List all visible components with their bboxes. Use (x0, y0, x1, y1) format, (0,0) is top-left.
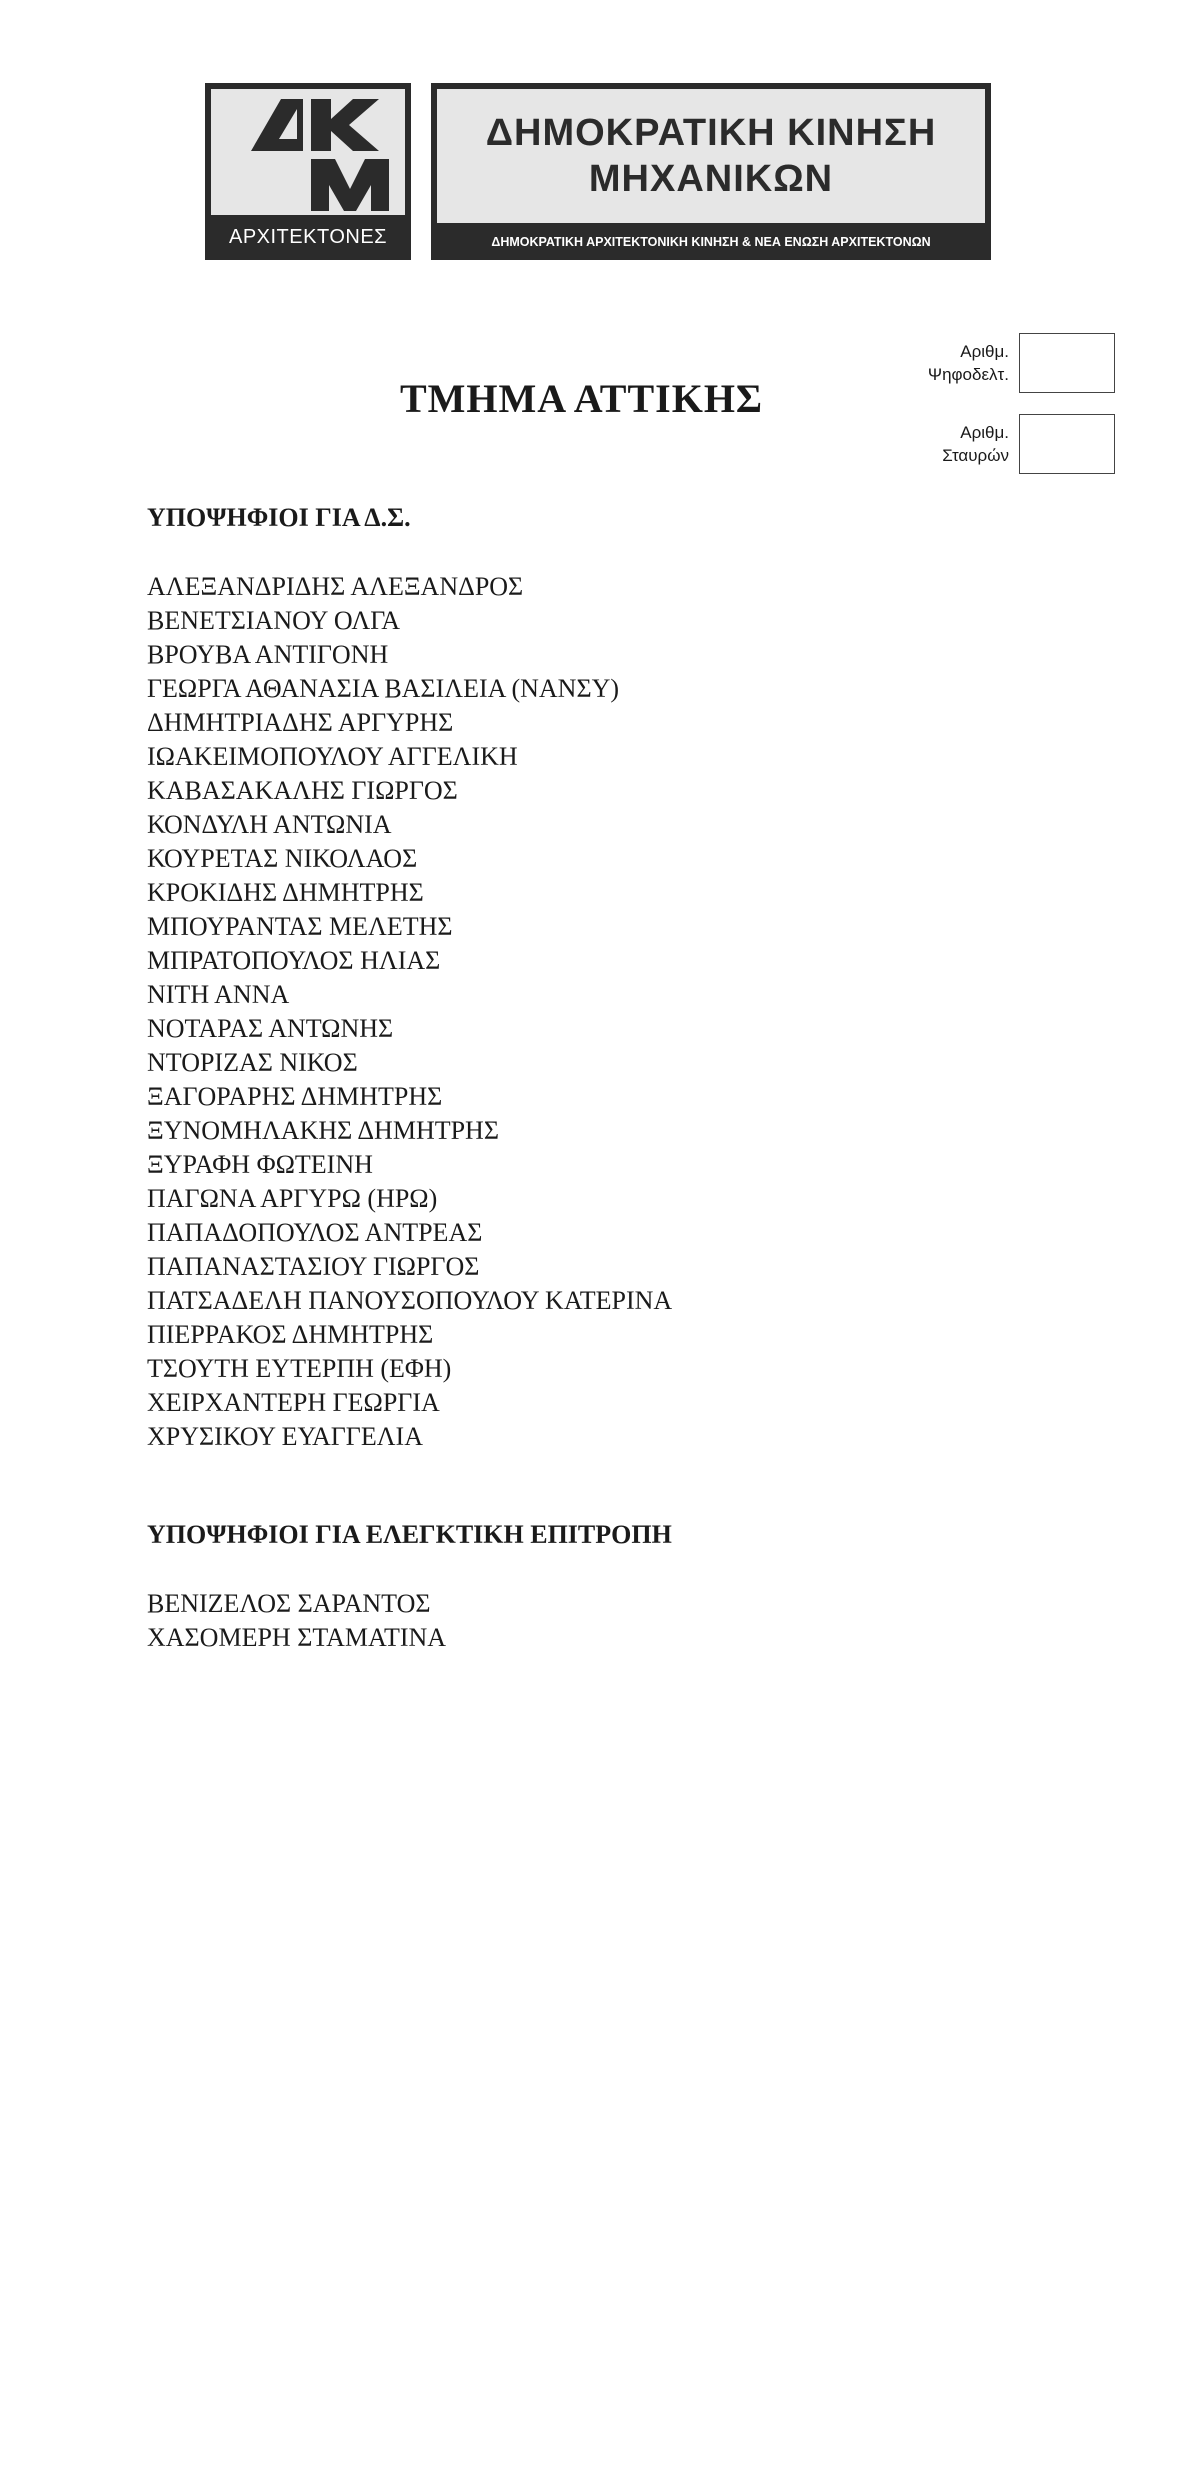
cross-count-label-line2: Σταυρών (942, 446, 1009, 465)
ballot-count-label-line1: Αριθμ. (960, 342, 1009, 361)
candidate-name: ΞΥΝΟΜΗΛΑΚΗΣ ΔΗΜΗΤΡΗΣ (147, 1116, 499, 1145)
candidate-name: ΧΡΥΣΙΚΟΥ ΕΥΑΓΓΕΛΙΑ (147, 1422, 423, 1451)
candidate-name: ΒΕΝΙΖΕΛΟΣ ΣΑΡΑΝΤΟΣ (147, 1589, 431, 1618)
candidate-name: ΞΥΡΑΦΗ ΦΩΤΕΙΝΗ (147, 1150, 373, 1179)
dkm-monogram-icon (211, 89, 405, 215)
candidate-name: ΔΗΜΗΤΡΙΑΔΗΣ ΑΡΓΥΡΗΣ (147, 708, 454, 737)
logo-name-line1: ΔΗΜΟΚΡΑΤΙΚΗ ΚΙΝΗΣΗ (485, 112, 937, 154)
candidate-name: ΝΤΟΡΙΖΑΣ ΝΙΚΟΣ (147, 1048, 358, 1077)
candidate-name: ΠΑΠΑΔΟΠΟΥΛΟΣ ΑΝΤΡΕΑΣ (147, 1218, 483, 1247)
logo-name-line2: ΜΗΧΑΝΙΚΩΝ (588, 158, 834, 200)
board-candidates-heading: ΥΠΟΨΗΦΙΟΙ ΓΙΑ Δ.Σ. (147, 503, 411, 532)
ballot-count-label-line2: Ψηφοδελτ. (927, 365, 1009, 384)
party-logo (205, 83, 991, 260)
candidate-name: ΝΟΤΑΡΑΣ ΑΝΤΩΝΗΣ (147, 1014, 394, 1043)
logo-subcaption: ΔΗΜΟΚΡΑΤΙΚΗ ΑΡΧΙΤΕΚΤΟΝΙΚΗ ΚΙΝΗΣΗ & ΝΕΑ ΕΝΩΣΗ ΑΡΧΙΤΕΚΤΟΝΩΝ (491, 234, 931, 249)
cross-count-label-line1: Αριθμ. (960, 423, 1009, 442)
board-candidates-list (147, 570, 672, 1454)
ballot-count-box[interactable] (1019, 333, 1115, 393)
candidate-name: ΚΑΒΑΣΑΚΑΛΗΣ ΓΙΩΡΓΟΣ (147, 776, 458, 805)
audit-candidates-heading: ΥΠΟΨΗΦΙΟΙ ΓΙΑ ΕΛΕΓΚΤΙΚΗ ΕΠΙΤΡΟΠΗ (147, 1520, 672, 1549)
candidate-name: ΒΡΟΥΒΑ ΑΝΤΙΓΟΝΗ (147, 640, 389, 669)
candidate-name: ΧΑΣΟΜΕΡΗ ΣΤΑΜΑΤΙΝΑ (147, 1623, 447, 1652)
candidate-name: ΙΩΑΚΕΙΜΟΠΟΥΛΟΥ ΑΓΓΕΛΙΚΗ (147, 742, 518, 771)
candidate-name: ΚΡΟΚΙΔΗΣ ΔΗΜΗΤΡΗΣ (147, 878, 424, 907)
candidate-name: ΜΠΟΥΡΑΝΤΑΣ ΜΕΛΕΤΗΣ (147, 912, 453, 941)
cross-count-box[interactable] (1019, 414, 1115, 474)
candidate-name: ΚΟΝΔΥΛΗ ΑΝΤΩΝΙΑ (147, 810, 392, 839)
ballot-count-label (928, 340, 1009, 386)
audit-candidates-list (147, 1587, 446, 1655)
candidate-name: ΤΣΟΥΤΗ ΕΥΤΕΡΠΗ (ΕΦΗ) (147, 1354, 452, 1383)
candidate-name: ΝΙΤΗ ΑΝΝΑ (147, 980, 290, 1009)
page-title: ΤΜΗΜΑ ΑΤΤΙΚΗΣ (400, 376, 764, 421)
cross-count-field (942, 414, 1115, 474)
logo-mark-caption: ΑΡΧΙΤΕΚΤΟΝΕΣ (228, 226, 388, 248)
candidate-name: ΠΑΤΣΑΔΕΛΗ ΠΑΝΟΥΣΟΠΟΥΛΟΥ ΚΑΤΕΡΙΝΑ (147, 1286, 673, 1315)
candidate-name: ΞΑΓΟΡΑΡΗΣ ΔΗΜΗΤΡΗΣ (147, 1082, 443, 1111)
candidate-name: ΑΛΕΞΑΝΔΡΙΔΗΣ ΑΛΕΞΑΝΔΡΟΣ (147, 572, 524, 601)
candidate-name: ΧΕΙΡΧΑΝΤΕΡΗ ΓΕΩΡΓΙΑ (147, 1388, 440, 1417)
candidate-name: ΠΑΠΑΝΑΣΤΑΣΙΟΥ ΓΙΩΡΓΟΣ (147, 1252, 480, 1281)
ballot-count-field (928, 333, 1115, 393)
candidate-name: ΠΑΓΩΝΑ ΑΡΓΥΡΩ (ΗΡΩ) (147, 1184, 438, 1213)
cross-count-label (942, 421, 1009, 467)
candidate-name: ΜΠΡΑΤΟΠΟΥΛΟΣ ΗΛΙΑΣ (147, 946, 441, 975)
candidate-name: ΒΕΝΕΤΣΙΑΝΟΥ ΟΛΓΑ (147, 606, 401, 635)
logo-wordmark (431, 83, 991, 260)
candidate-name: ΠΙΕΡΡΑΚΟΣ ΔΗΜΗΤΡΗΣ (147, 1320, 434, 1349)
logo-mark (205, 83, 411, 260)
candidate-name: ΓΕΩΡΓΑ ΑΘΑΝΑΣΙΑ ΒΑΣΙΛΕΙΑ (ΝΑΝΣΥ) (147, 674, 620, 703)
candidate-name: ΚΟΥΡΕΤΑΣ ΝΙΚΟΛΑΟΣ (147, 844, 418, 873)
